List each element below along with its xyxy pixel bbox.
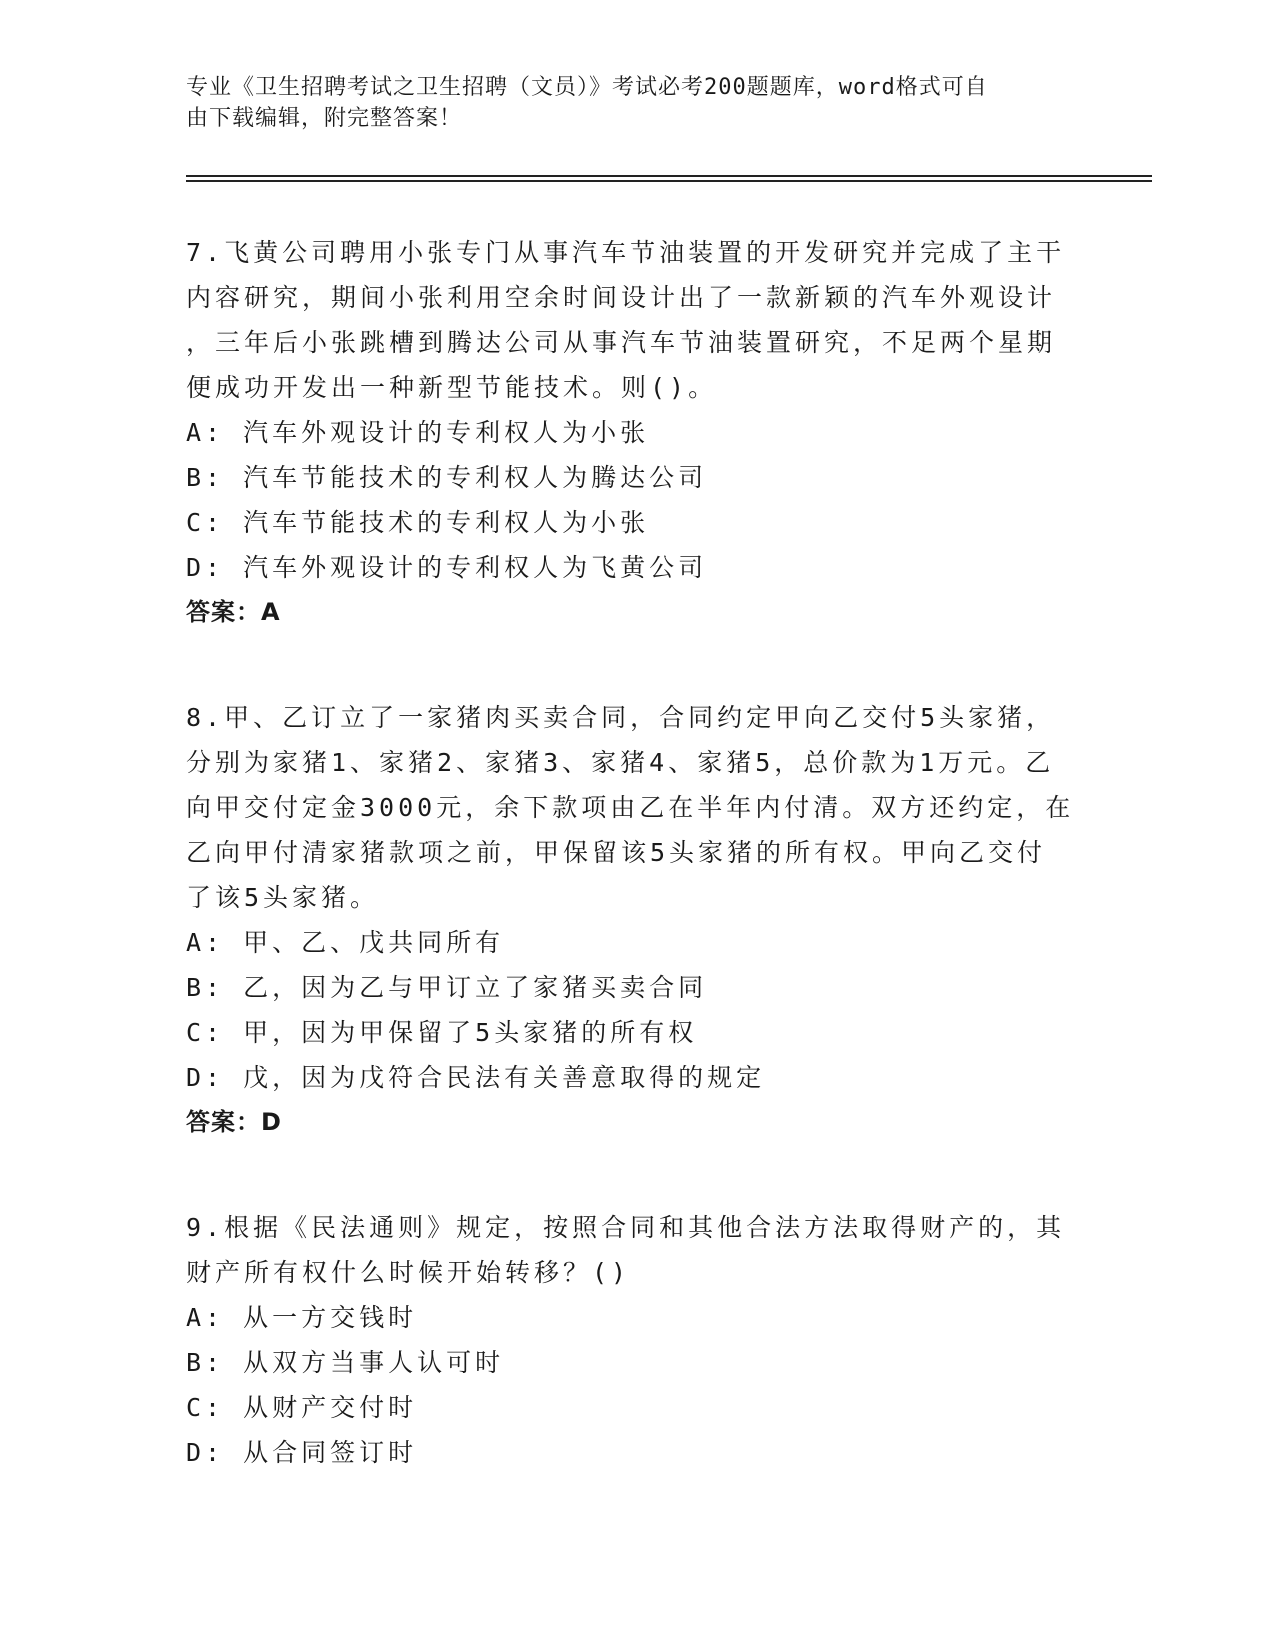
option-c: C: 从财产交付时 [186, 1393, 418, 1422]
question-stem-line: 8.甲、乙订立了一家猪肉买卖合同，合同约定甲向乙交付5头家猪， [186, 703, 1056, 732]
header-divider-bottom [186, 180, 1152, 182]
question-stem-line: 了该5头家猪。 [186, 883, 380, 912]
question-stem-line: 乙向甲付清家猪款项之前，甲保留该5头家猪的所有权。甲向乙交付 [186, 838, 1047, 867]
question-stem-line: ，三年后小张跳槽到腾达公司从事汽车节油装置研究，不足两个星期 [186, 328, 1057, 357]
answer-label: 答案：D [186, 1108, 282, 1136]
header-line-2: 由下载编辑，附完整答案！ [186, 106, 463, 131]
question-stem-line: 9.根据《民法通则》规定，按照合同和其他合法方法取得财产的，其 [186, 1213, 1066, 1242]
option-d: D: 汽车外观设计的专利权人为飞黄公司 [186, 553, 708, 582]
question-7 [186, 230, 1086, 635]
question-9 [186, 1205, 1086, 1475]
option-b: B: 汽车节能技术的专利权人为腾达公司 [186, 463, 708, 492]
option-a: A: 从一方交钱时 [186, 1303, 418, 1332]
header-line-1: 专业《卫生招聘考试之卫生招聘（文员）》考试必考200题题库，word格式可自 [186, 75, 988, 100]
question-stem-line: 分别为家猪1、家猪2、家猪3、家猪4、家猪5，总价款为1万元。乙 [186, 748, 1055, 777]
answer-label: 答案：A [186, 598, 281, 626]
option-d: D: 戊，因为戊符合民法有关善意取得的规定 [186, 1063, 766, 1092]
question-stem-line: 财产所有权什么时候开始转移？() [186, 1258, 631, 1287]
option-c: C: 汽车节能技术的专利权人为小张 [186, 508, 650, 537]
document-header [186, 72, 1056, 134]
option-a: A: 甲、乙、戊共同所有 [186, 928, 505, 957]
question-stem-line: 向甲交付定金3000元，余下款项由乙在半年内付清。双方还约定，在 [186, 793, 1075, 822]
option-b: B: 从双方当事人认可时 [186, 1348, 505, 1377]
option-b: B: 乙，因为乙与甲订立了家猪买卖合同 [186, 973, 708, 1002]
option-c: C: 甲，因为甲保留了5头家猪的所有权 [186, 1018, 698, 1047]
question-stem-line: 7.飞黄公司聘用小张专门从事汽车节油装置的开发研究并完成了主干 [186, 238, 1066, 267]
option-a: A: 汽车外观设计的专利权人为小张 [186, 418, 650, 447]
question-stem-line: 便成功开发出一种新型节能技术。则()。 [186, 373, 718, 402]
question-stem-line: 内容研究，期间小张利用空余时间设计出了一款新颖的汽车外观设计 [186, 283, 1057, 312]
question-list [186, 230, 1086, 1535]
question-8 [186, 695, 1086, 1145]
option-d: D: 从合同签订时 [186, 1438, 418, 1467]
header-divider-top [186, 175, 1152, 177]
